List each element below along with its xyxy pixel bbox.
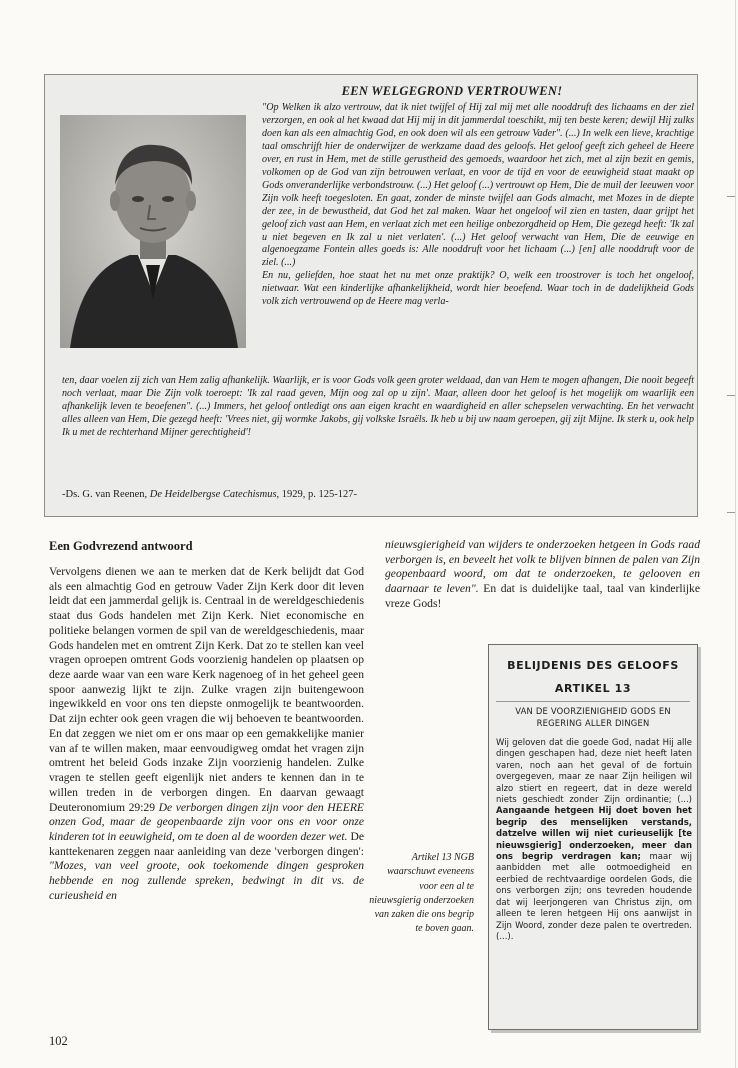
page-edge-tick [727,512,735,513]
article-paragraph [49,565,364,904]
confession-text-part: maar wij aanbidden met alle ootmoedigheid en eerbied de rechtvaardige oordelen Gods, die ons verborgen zijn; ons tevreden houdende dat wij leerjongeren van Christus zijn, om alleen te leren hetgeen Hij ons aanwijst in Zijn Woord, zonder deze palen te overtreden. (...). [496,852,693,942]
article-text: En dat is duidelijke taal, taal van kinderlijke vreze Gods! [385,582,700,610]
quote-source-author: -Ds. G. van Reenen, [62,489,150,500]
quote-text-beside-portrait [262,102,694,309]
confession-article-number: ARTIKEL 13 [554,682,632,695]
quote-text-full-width [62,375,694,440]
confession-subtitle: VAN DE VOORZIENIGHEID GODS EN REGERING ALLER DINGEN [515,706,671,728]
section-heading: Een Godvrezend antwoord [49,539,193,553]
article-text: De kanttekenaren zeggen naar aanleiding van deze 'verborgen dingen': [49,829,365,858]
margin-note: Artikel 13 NGB waarschuwt eveneens voor een al te nieuwsgierig onderzoeken van zaken die ons begrip te boven gaan. [369,852,474,935]
page-number: 102 [49,1034,68,1048]
scripture-quote: De verborgen dingen zijn voor den HEERE onzen God, maar de geopenbaarde zijn voor ons en voor onze kinderen tot in eeuwigheid, om te doen al de woorden dezer wet. [49,800,365,843]
confession-text-bold: Aangaande hetgeen Hij doet boven het begrip des menselijken verstands, datzelve willen wij niet curieuselijk [te nieuwsgierig] onderzoeken, meer dan ons begrip verdragen kan; [496,806,692,863]
quote-source [62,489,662,500]
article-right-column [385,538,700,612]
page-edge-line [735,0,736,1068]
quote-paragraph-1: "Op Welken ik alzo vertrouw, dat ik niet twijfel of Hij zal mij met alle nooddruft des lichaams en der ziel verzorgen, en ook al het kwaad dat Hij mij in dit jammerdal toeschikt, mij ten beste keren; dewijl Hij zulks doen kan als een almachtig God, en ook doen wil als een getrouw Vader". (...) In welk een lieve, krachtige taal omschrijft hier de onderwijzer de werkzame daad des geloofs. Het geloof geeft zich geheel de Heere over, en rust in Hem, met de stille gerustheid des gemoeds, waardoor het zich, met al zijn bezit en gemis, volkomen op de God van zijn betrouwen verlaat, en voor de tijd en voor de eeuwigheid staat maakt op Gods onveranderlijke verbondstrouw. (...) Het geloof (...) vertrouwt op Hem, Die de muil der leeuwen voor Zijn volk heeft toegesloten. En gaat, zonder de minste twijfel aan Gods almacht, met Mozes in de diepte der zee, in de bewustheid, dat God het zal maken. Waar het ongeloof wil zien en tasten, daar grijpt het geloof zich vast aan Hem, en verlaat zich met een heilige onbezorgdheid op Hem, Die gezegd heeft: 'Ik zal u niet begeven en Ik zal u niet verlaten'. (...) Het geloof verwacht van Hem, Die de eeuwige en algenoegzame Fontein alles goeds is: Alle nooddruft voor het lichaam (...) [en] alle nooddruft voor de ziel. (...) [262,102,694,269]
article-left-column [49,565,364,904]
annotation-quote-continued: nieuwsgierigheid van wijders te onderzoeken hetgeen in Gods raad verborgen is, en beveelt het volk te blijven binnen de palen van Zijn geopenbaard woord, om dat te onderzoeken, te gelooven en daarnaar te leven". [385,538,700,596]
quote-title: EEN WELGEGROND VERTROUWEN! [341,84,563,98]
quote-source-pages: , 1929, p. 125-127- [276,489,358,500]
page-edge-tick [727,196,735,197]
quote-source-title: De Heidelbergse Catechismus [149,489,277,500]
article-paragraph [385,538,700,612]
confession-divider [496,701,690,702]
quote-paragraph-2: En nu, geliefden, hoe staat het nu met onze praktijk? O, welk een troostrover is toch het ongeloof, nietwaar. Wat een kinderlijke afhankelijkheid, wordt hier beoefend. Waar toch in de dadelijkheid Gods volk zich vertrouwend op de Heere mag verla- [262,270,694,308]
portrait-photo [60,115,246,348]
page-edge-tick [727,395,735,396]
confession-text-part: Wij geloven dat die goede God, nadat Hij alle dingen geschapen had, deze niet heeft laten varen, noch aan het geval of de fortuin overgegeven, maar ze naar Zijn heiligen wil alzo stiert en regeert, dat in deze wereld niets geschiedt zonder Zijn ordinantie; (...) [496,738,692,806]
confession-title: BELIJDENIS DES GELOOFS [507,659,679,672]
quote-paragraph-3: ten, daar voelen zij zich van Hem zalig afhankelijk. Waarlijk, er is voor Gods volk geen groter weldaad, dan van Hem te mogen afhangen, Die nooit begeeft noch verlaat, maar Die Zijn volk toeroept: 'Ik zal raad geven, Mijn oog zal op u zijn'. Maar, alleen door het geloof is het mogelijk om waarlijk een afhankelijk leven te beoefenen". (...) Immers, het geloof ontledigt ons aan eigen kracht en waardigheid en aller schepselen verwachting. En het verwacht alles alleen van Hem, Die gezegd heeft: 'Vrees niet, gij wormke Jakobs, gij volkske Israëls. Ik heb u bij uw naam geroepen, gij zijt Mijne. Ik sterk u, ook help Ik u met de rechterhand Mijner gerechtigheid'! [62,375,694,438]
article-text: Vervolgens dienen we aan te merken dat de Kerk belijdt dat God als een almachtig God en getrouw Vader Zijn Kerk door dit leven leidt dat een jammerdal gelijk is. Centraal in de wereldgeschiedenis staat dus Gods handelen met Zijn Kerk. Niet economische en politieke belangen vormen de spil van de wereldgeschiedenis, maar Gods handelen met en omtrent Zijn Kerk. Dat zo te stellen kan veel vragen oproepen omtrent Gods voorzienig handelen op plaatsen op deze aarde waar van een ware Kerk nagenoeg of in het geheel geen spoor aanwezig lijkt te zijn. Zulke vragen zijn buitengewoon ingewikkeld en voor ons ten diepste onmogelijk te beantwoorden. Dat zijn echter ook geen vragen die wij behoeven te beantwoorden. En dat zeggen we niet om er ons maar op een gemakkelijke manier van af te willen maken, maar eenvoudigweg omdat het vragen zijn omtrent het beleid Gods inzake Zijn voorzienig handelen. Zulke vragen te stellen geeft eigenlijk niet anders te kennen dan in te willen treden in de verborgen dingen. En daarvan gewaagt Deuteronomium 29:29 [49,565,364,814]
portrait-figure-icon [60,115,246,348]
confession-text [496,738,692,943]
annotation-quote: "Mozes, van veel groote, ook toekomende dingen gesproken hebbende en nog zullende spreken, bedwingt in dit vs. de curieusheid en [49,859,364,902]
